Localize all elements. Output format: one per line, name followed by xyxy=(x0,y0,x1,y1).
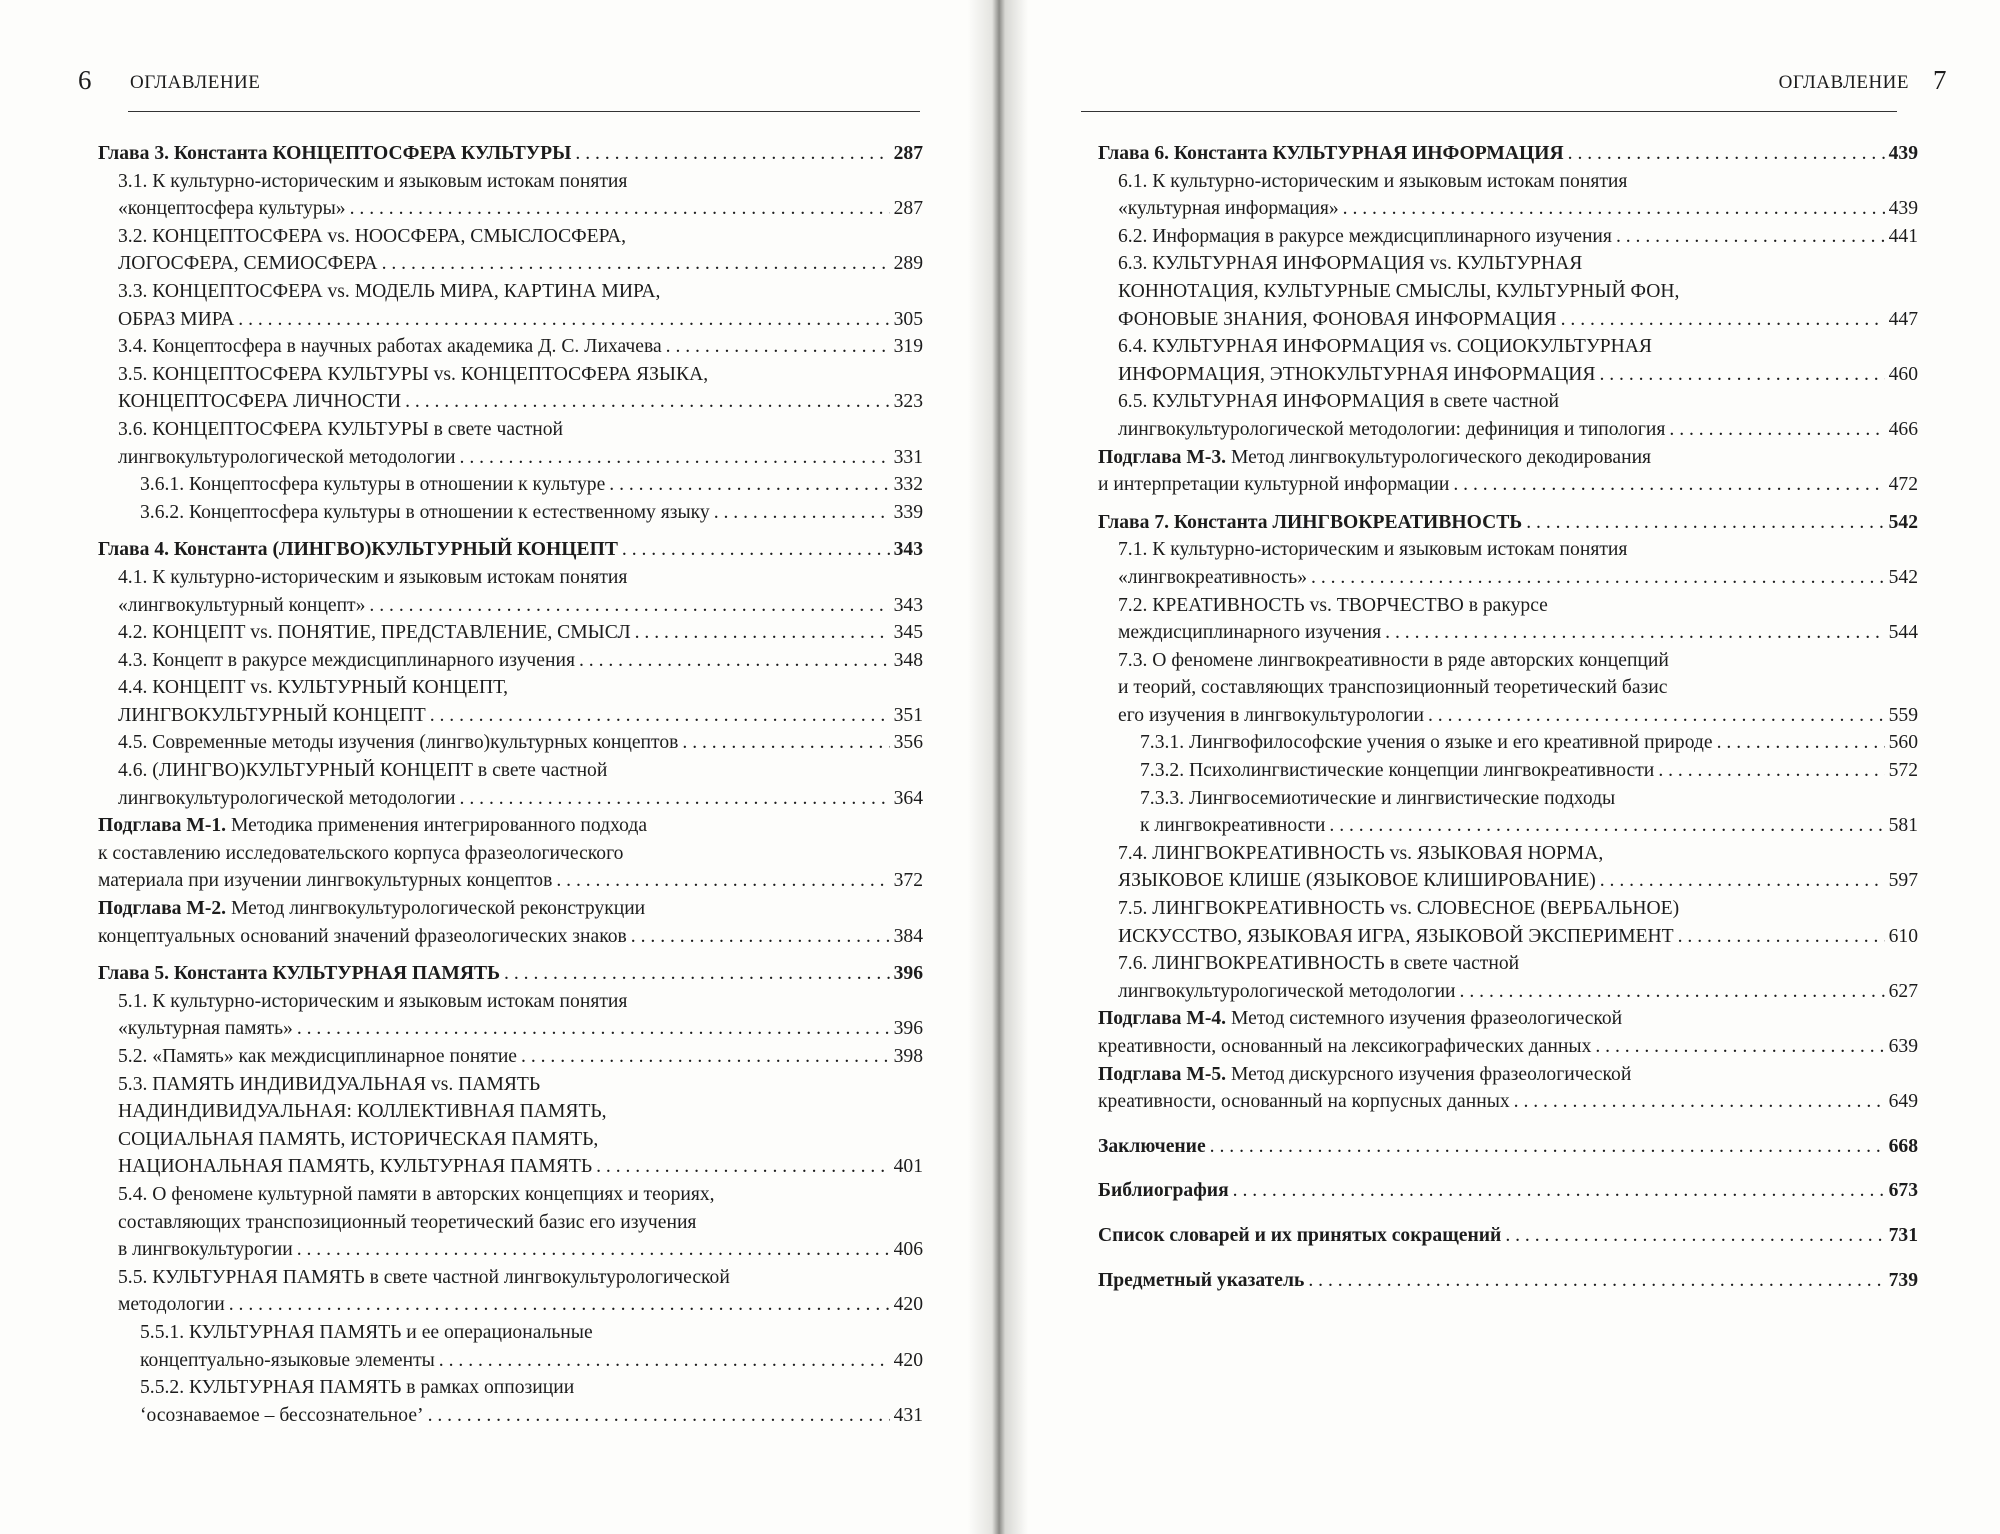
toc-entry-title: «лингвокреативность» xyxy=(1118,566,1308,588)
dot-leader xyxy=(1385,619,1884,647)
toc-entry xyxy=(1098,388,1918,416)
toc-page-number: 351 xyxy=(893,704,923,726)
toc-entry-title: 5.3. ПАМЯТЬ ИНДИВИДУАЛЬНАЯ vs. ПАМЯТЬ xyxy=(118,1073,541,1095)
toc-entry-title: 5.5. КУЛЬТУРНАЯ ПАМЯТЬ в свете частной лингвокультурологической xyxy=(118,1266,730,1288)
toc-entry xyxy=(1098,278,1918,306)
toc-page-number: 339 xyxy=(893,501,923,523)
toc-entry xyxy=(98,1402,923,1430)
dot-leader xyxy=(460,785,890,813)
toc-entry-title: Заключение xyxy=(1098,1135,1206,1157)
toc-entry xyxy=(98,1153,923,1181)
toc-entry xyxy=(1098,867,1918,895)
toc-chapter-entry xyxy=(1098,509,1918,537)
toc-entry xyxy=(1098,1061,1918,1089)
toc-entry-title: 7.1. К культурно-историческим и языковым истокам понятия xyxy=(1118,539,1628,561)
subchapter-label: Подглава М-2. xyxy=(98,898,227,920)
toc-entry xyxy=(1098,978,1918,1006)
dot-leader xyxy=(428,1402,890,1430)
toc-entry xyxy=(98,1098,923,1126)
toc-entry-title: 7.3.1. Лингвофилософские учения о языке и его креативной природе xyxy=(1140,732,1713,754)
toc-entry-title: лингвокультурологической методологии xyxy=(1118,980,1456,1002)
toc-entry xyxy=(98,1209,923,1237)
dot-leader xyxy=(229,1291,890,1319)
toc-entry xyxy=(1098,306,1918,334)
toc-entry xyxy=(1098,168,1918,196)
toc-entry xyxy=(1098,923,1918,951)
dot-leader xyxy=(1600,867,1885,895)
left-page xyxy=(0,0,970,1534)
toc-entry-title: Глава 4. Константа (ЛИНГВО)КУЛЬТУРНЫЙ КОНЦЕПТ xyxy=(98,539,618,561)
toc-page-number: 639 xyxy=(1888,1036,1918,1057)
toc-entry-title: Предметный указатель xyxy=(1098,1269,1305,1291)
dot-leader xyxy=(504,960,890,988)
toc-entry-title: Глава 3. Константа КОНЦЕПТОСФЕРА КУЛЬТУРЫ xyxy=(98,143,572,164)
toc-entry-title: 6.3. КУЛЬТУРНАЯ ИНФОРМАЦИЯ vs. КУЛЬТУРНАЯ xyxy=(1118,253,1583,275)
toc-entry xyxy=(98,647,923,675)
toc-entry xyxy=(98,840,923,868)
toc-page-number: 345 xyxy=(893,622,923,644)
toc-entry xyxy=(98,333,923,361)
toc-entry-title: междисциплинарного изучения xyxy=(1118,622,1382,644)
toc-entry-title: 5.4. О феномене культурной памяти в авторских концепциях и теориях, xyxy=(118,1183,715,1205)
dot-leader xyxy=(1453,471,1884,499)
dot-leader xyxy=(297,1236,890,1264)
right-page xyxy=(1025,0,2000,1534)
toc-page-number: 384 xyxy=(893,925,923,947)
toc-page-number: 460 xyxy=(1888,363,1918,385)
toc-entry-title: «культурная память» xyxy=(118,1018,293,1040)
toc-entry-title: концептуально-языковые элементы xyxy=(140,1349,435,1371)
toc-page-number: 323 xyxy=(893,391,923,413)
toc-page-number: 420 xyxy=(893,1349,923,1371)
toc-entry-title: 4.5. Современные методы изучения (лингво)культурных концептов xyxy=(118,732,679,754)
dot-leader xyxy=(1599,361,1884,389)
toc-entry xyxy=(1098,536,1918,564)
toc-entry-title: НАДИНДИВИДУАЛЬНАЯ: КОЛЛЕКТИВНАЯ ПАМЯТЬ, xyxy=(118,1101,607,1123)
toc-page-number: 289 xyxy=(893,253,923,275)
toc-page-number: 542 xyxy=(1888,566,1918,588)
toc-entry xyxy=(98,729,923,757)
toc-entry-title: 6.4. КУЛЬТУРНАЯ ИНФОРМАЦИЯ vs. СОЦИОКУЛЬТУРНАЯ xyxy=(1118,336,1653,358)
toc-entry-title: 6.2. Информация в ракурсе междисциплинарного изучения xyxy=(1118,225,1612,247)
dot-leader xyxy=(1460,978,1885,1006)
toc-entry xyxy=(98,785,923,813)
toc-entry xyxy=(1098,1033,1918,1061)
toc-entry xyxy=(1098,1088,1918,1116)
toc-page-number: 560 xyxy=(1888,732,1918,754)
toc-entry xyxy=(98,619,923,647)
toc-entry-title: ЯЗЫКОВОЕ КЛИШЕ (ЯЗЫКОВОЕ КЛИШИРОВАНИЕ) xyxy=(1118,870,1596,892)
toc-entry xyxy=(1098,592,1918,620)
toc-entry xyxy=(98,988,923,1016)
toc-entry-title: составляющих транспозиционный теоретический базис его изучения xyxy=(118,1211,697,1233)
dot-leader xyxy=(1505,1222,1884,1250)
toc-entry-title: 3.6. КОНЦЕПТОСФЕРА КУЛЬТУРЫ в свете частной xyxy=(118,418,564,440)
header-rule xyxy=(128,111,920,112)
toc-entry-title: материала при изучении лингвокультурных концептов xyxy=(98,870,553,892)
dot-leader xyxy=(1329,812,1884,840)
dot-leader xyxy=(1717,729,1885,757)
toc-entry-title: «концептосфера культуры» xyxy=(118,198,346,220)
header-rule xyxy=(1081,111,1897,112)
dot-leader xyxy=(631,923,890,951)
toc-entry-title: 6.1. К культурно-историческим и языковым истокам понятия xyxy=(1118,170,1628,192)
toc-page-number: 472 xyxy=(1888,474,1918,496)
toc-entry xyxy=(98,168,923,196)
toc-entry-title: 5.2. «Память» как междисциплинарное понятие xyxy=(118,1046,518,1067)
toc-entry xyxy=(98,592,923,620)
toc-entry-title: концептуальных оснований значений фразеологических знаков xyxy=(98,925,627,947)
subchapter-title: Метод системного изучения фразеологической xyxy=(1226,1008,1623,1030)
toc-page-number: 420 xyxy=(893,1294,923,1316)
toc-entry-title: СОЦИАЛЬНАЯ ПАМЯТЬ, ИСТОРИЧЕСКАЯ ПАМЯТЬ, xyxy=(118,1128,599,1150)
toc-page-number: 287 xyxy=(893,198,923,220)
toc-page-number: 372 xyxy=(893,870,923,892)
toc-chapter-entry xyxy=(98,960,923,988)
subchapter-title: Метод лингвокультурологического декодирования xyxy=(1226,446,1652,468)
toc-page-number: 401 xyxy=(893,1156,923,1178)
dot-leader xyxy=(369,592,889,620)
toc-entry-title: 3.2. КОНЦЕПТОСФЕРА vs. НООСФЕРА, СМЫСЛОСФЕРА, xyxy=(118,225,627,247)
toc-chapter-entry xyxy=(1098,1177,1918,1205)
toc-entry xyxy=(98,499,923,527)
toc-entry xyxy=(1098,416,1918,444)
toc-entry-title: 7.6. ЛИНГВОКРЕАТИВНОСТЬ в свете частной xyxy=(1118,953,1520,975)
dot-leader xyxy=(1311,564,1885,592)
toc-entry-title: лингвокультурологической методологии xyxy=(118,787,456,809)
toc-entry-title: 7.3.2. Психолингвистические концепции лингвокреативности xyxy=(1140,760,1655,782)
toc-entry xyxy=(98,388,923,416)
dot-leader xyxy=(382,250,890,278)
toc-entry-title: 5.1. К культурно-историческим и языковым истокам понятия xyxy=(118,990,628,1012)
toc-entry-title: 7.3.3. Лингвосемиотические и лингвистические подходы xyxy=(1140,787,1616,809)
toc-page-number: 406 xyxy=(893,1239,923,1261)
toc-entry-title: 3.3. КОНЦЕПТОСФЕРА vs. МОДЕЛЬ МИРА, КАРТИНА МИРА, xyxy=(118,280,661,302)
toc-entry xyxy=(1098,674,1918,702)
toc-entry xyxy=(98,306,923,334)
toc-entry xyxy=(1098,195,1918,223)
toc-entry-title: креативности, основанный на лексикографических данных xyxy=(1098,1036,1592,1057)
toc-chapter-entry xyxy=(1098,140,1918,168)
toc-entry xyxy=(98,1071,923,1099)
toc-page-number: 332 xyxy=(893,474,923,496)
toc-page-number: 581 xyxy=(1888,815,1918,837)
dot-leader xyxy=(1669,416,1884,444)
subchapter-label: Подглава М-4. xyxy=(1098,1008,1227,1030)
toc-page-number: 466 xyxy=(1888,418,1918,440)
dot-leader xyxy=(1526,509,1884,537)
toc-page-number: 319 xyxy=(893,336,923,358)
dot-leader xyxy=(439,1347,890,1375)
toc-entry-title xyxy=(1098,444,1651,472)
subchapter-title: Метод лингвокультурологической реконструкции xyxy=(226,898,646,920)
toc-entry xyxy=(1098,250,1918,278)
dot-leader xyxy=(635,619,890,647)
toc-list xyxy=(1098,140,1918,1294)
toc-entry xyxy=(1098,812,1918,840)
toc-entry xyxy=(98,1264,923,1292)
toc-page-number: 572 xyxy=(1888,760,1918,782)
toc-page-number: 396 xyxy=(893,1018,923,1040)
toc-entry-title: ‘осознаваемое – бессознательное’ xyxy=(140,1404,424,1426)
toc-entry xyxy=(98,1374,923,1402)
dot-leader xyxy=(1343,195,1885,223)
dot-leader xyxy=(575,140,889,168)
toc-page-number: 364 xyxy=(893,787,923,809)
toc-entry-title: Библиография xyxy=(1098,1180,1229,1202)
toc-entry-title: методологии xyxy=(118,1294,225,1316)
toc-entry-title: 3.4. Концептосфера в научных работах академика Д. С. Лихачева xyxy=(118,336,662,358)
toc-entry xyxy=(98,812,923,840)
toc-entry xyxy=(1098,757,1918,785)
toc-entry-title: и теорий, составляющих транспозиционный теоретический базис xyxy=(1118,677,1668,699)
running-head-title: ОГЛАВЛЕНИЕ xyxy=(1778,72,1909,93)
toc-entry xyxy=(1098,333,1918,361)
toc-entry xyxy=(1098,444,1918,472)
toc-entry-title: 7.2. КРЕАТИВНОСТЬ vs. ТВОРЧЕСТВО в ракурсе xyxy=(1118,594,1548,616)
toc-entry-title: ЛИНГВОКУЛЬТУРНЫЙ КОНЦЕПТ xyxy=(118,704,426,726)
toc-entry-title: Глава 6. Константа КУЛЬТУРНАЯ ИНФОРМАЦИЯ xyxy=(1098,143,1564,164)
running-head-title: ОГЛАВЛЕНИЕ xyxy=(130,72,261,93)
toc-entry xyxy=(98,416,923,444)
toc-entry xyxy=(1098,223,1918,251)
toc-entry-title: 5.5.2. КУЛЬТУРНАЯ ПАМЯТЬ в рамках оппозиции xyxy=(140,1377,575,1399)
dot-leader xyxy=(1568,140,1885,168)
toc-entry-title: 3.5. КОНЦЕПТОСФЕРА КУЛЬТУРЫ vs. КОНЦЕПТОСФЕРА ЯЗЫКА, xyxy=(118,363,709,385)
toc-entry-title: 7.5. ЛИНГВОКРЕАТИВНОСТЬ vs. СЛОВЕСНОЕ (ВЕРБАЛЬНОЕ) xyxy=(1118,898,1680,920)
toc-entry-title: 7.3. О феномене лингвокреативности в ряде авторских концепций xyxy=(1118,649,1669,671)
toc-entry xyxy=(98,564,923,592)
dot-leader xyxy=(460,444,890,472)
toc-entry-title: 4.6. (ЛИНГВО)КУЛЬТУРНЫЙ КОНЦЕПТ в свете частной xyxy=(118,760,608,782)
toc-entry-title: в лингвокультурогии xyxy=(118,1239,293,1261)
toc-entry-title: 4.3. Концепт в ракурсе междисциплинарного изучения xyxy=(118,649,575,671)
toc-entry-title: 6.5. КУЛЬТУРНАЯ ИНФОРМАЦИЯ в свете частной xyxy=(1118,391,1560,413)
toc-entry xyxy=(1098,619,1918,647)
toc-entry xyxy=(1098,564,1918,592)
toc-page-number: 739 xyxy=(1888,1269,1918,1291)
toc-entry xyxy=(1098,1005,1918,1033)
toc-entry-title: «культурная информация» xyxy=(1118,198,1339,220)
toc-entry xyxy=(1098,895,1918,923)
toc-entry xyxy=(98,1043,923,1071)
toc-entry xyxy=(98,757,923,785)
toc-page-number: 343 xyxy=(893,539,923,561)
toc-chapter-entry xyxy=(1098,1133,1918,1161)
dot-leader xyxy=(666,333,890,361)
toc-entry xyxy=(98,471,923,499)
subchapter-label: Подглава М-1. xyxy=(98,815,227,837)
toc-entry xyxy=(98,1319,923,1347)
dot-leader xyxy=(714,499,890,527)
toc-entry-title: 5.5.1. КУЛЬТУРНАЯ ПАМЯТЬ и ее операциональные xyxy=(140,1321,593,1343)
toc-entry xyxy=(98,1347,923,1375)
toc-entry-title: ЛОГОСФЕРА, СЕМИОСФЕРА xyxy=(118,253,378,275)
toc-entry-title: КОННОТАЦИЯ, КУЛЬТУРНЫЕ СМЫСЛЫ, КУЛЬТУРНЫЙ ФОН, xyxy=(1118,280,1680,302)
subchapter-label: Подглава М-5. xyxy=(1098,1063,1227,1085)
toc-page-number: 610 xyxy=(1888,925,1918,947)
toc-entry xyxy=(98,1236,923,1264)
toc-page-number: 356 xyxy=(893,732,923,754)
page-number: 7 xyxy=(1933,65,1947,95)
toc-page-number: 627 xyxy=(1888,980,1918,1002)
dot-leader xyxy=(556,867,889,895)
toc-entry-title: ОБРАЗ МИРА xyxy=(118,308,235,330)
toc-entry-title: 4.2. КОНЦЕПТ vs. ПОНЯТИЕ, ПРЕДСТАВЛЕНИЕ, СМЫСЛ xyxy=(118,622,631,644)
dot-leader xyxy=(297,1015,890,1043)
toc-entry xyxy=(98,195,923,223)
toc-entry xyxy=(1098,785,1918,813)
toc-entry-title: 3.6.2. Концептосфера культуры в отношении к естественному языку xyxy=(140,501,710,523)
toc-entry xyxy=(98,1015,923,1043)
toc-chapter-entry xyxy=(98,140,923,168)
dot-leader xyxy=(1233,1177,1885,1205)
toc-entry-title: лингвокультурологической методологии: дефиниция и типология xyxy=(1118,418,1666,440)
toc-entry xyxy=(1098,840,1918,868)
toc-entry-title: 4.1. К культурно-историческим и языковым истокам понятия xyxy=(118,566,628,588)
toc-entry-title: и интерпретации культурной информации xyxy=(1098,474,1450,496)
toc-entry xyxy=(98,444,923,472)
toc-entry xyxy=(98,702,923,730)
toc-entry xyxy=(98,278,923,306)
subchapter-title: Методика применения интегрированного подхода xyxy=(226,815,648,837)
toc-page-number: 673 xyxy=(1888,1180,1918,1202)
dot-leader xyxy=(1658,757,1884,785)
toc-entry-title: «лингвокультурный концепт» xyxy=(118,594,366,616)
toc-entry-title: к составлению исследовательского корпуса фразеологического xyxy=(98,842,624,864)
toc-entry xyxy=(1098,729,1918,757)
toc-page-number: 348 xyxy=(893,649,923,671)
dot-leader xyxy=(1308,1267,1884,1295)
toc-entry-title: к лингвокреативности xyxy=(1140,815,1326,837)
dot-leader xyxy=(1616,223,1885,251)
toc-entry xyxy=(1098,702,1918,730)
subchapter-title: Метод дискурсного изучения фразеологической xyxy=(1226,1063,1632,1085)
toc-page-number: 597 xyxy=(1888,870,1918,892)
toc-entry-title: ИНФОРМАЦИЯ, ЭТНОКУЛЬТУРНАЯ ИНФОРМАЦИЯ xyxy=(1118,363,1596,385)
toc-entry xyxy=(98,250,923,278)
dot-leader xyxy=(1678,923,1885,951)
toc-chapter-entry xyxy=(1098,1222,1918,1250)
toc-entry-title: НАЦИОНАЛЬНАЯ ПАМЯТЬ, КУЛЬТУРНАЯ ПАМЯТЬ xyxy=(118,1156,593,1178)
dot-leader xyxy=(622,536,890,564)
dot-leader xyxy=(1514,1088,1885,1116)
toc-entry xyxy=(98,867,923,895)
toc-chapter-entry xyxy=(1098,1267,1918,1295)
dot-leader xyxy=(238,306,889,334)
toc-entry-title: Глава 5. Константа КУЛЬТУРНАЯ ПАМЯТЬ xyxy=(98,963,501,985)
toc-entry xyxy=(98,1181,923,1209)
toc-entry xyxy=(98,1291,923,1319)
toc-entry xyxy=(98,1126,923,1154)
toc-entry xyxy=(1098,950,1918,978)
toc-entry-title: КОНЦЕПТОСФЕРА ЛИЧНОСТИ xyxy=(118,391,402,413)
toc-page-number: 331 xyxy=(893,446,923,468)
toc-entry xyxy=(98,674,923,702)
toc-page-number: 431 xyxy=(893,1404,923,1426)
toc-page-number: 447 xyxy=(1888,308,1918,330)
dot-leader xyxy=(521,1043,890,1071)
subchapter-label: Подглава М-3. xyxy=(1098,446,1227,468)
toc-page-number: 731 xyxy=(1888,1224,1918,1246)
dot-leader xyxy=(1428,702,1885,730)
dot-leader xyxy=(405,388,890,416)
toc-list xyxy=(98,140,923,1429)
toc-entry-title xyxy=(1098,1005,1622,1033)
toc-entry xyxy=(1098,471,1918,499)
dot-leader xyxy=(609,471,889,499)
toc-entry-title: лингвокультурологической методологии xyxy=(118,446,456,468)
toc-page-number: 439 xyxy=(1888,143,1918,164)
book-gutter xyxy=(968,0,1028,1534)
toc-entry-title: ФОНОВЫЕ ЗНАНИЯ, ФОНОВАЯ ИНФОРМАЦИЯ xyxy=(1118,308,1557,330)
toc-entry xyxy=(1098,647,1918,675)
toc-page-number: 542 xyxy=(1888,511,1918,533)
toc-entry-title xyxy=(1098,1061,1631,1089)
toc-entry-title xyxy=(98,895,645,923)
dot-leader xyxy=(1210,1133,1885,1161)
dot-leader xyxy=(682,729,889,757)
toc-entry-title: 7.4. ЛИНГВОКРЕАТИВНОСТЬ vs. ЯЗЫКОВАЯ НОРМА, xyxy=(1118,842,1604,864)
toc-page-number: 398 xyxy=(893,1046,923,1067)
toc-chapter-entry xyxy=(98,536,923,564)
toc-page-number: 396 xyxy=(893,963,923,985)
dot-leader xyxy=(579,647,890,675)
toc-entry-title: его изучения в лингвокультурологии xyxy=(1118,704,1424,726)
dot-leader xyxy=(596,1153,890,1181)
toc-entry-title: Список словарей и их принятых сокращений xyxy=(1098,1224,1502,1246)
toc-page-number: 439 xyxy=(1888,198,1918,220)
toc-page-number: 559 xyxy=(1888,704,1918,726)
toc-entry-title: 3.6.1. Концептосфера культуры в отношении к культуре xyxy=(140,474,606,496)
toc-entry-title: Глава 7. Константа ЛИНГВОКРЕАТИВНОСТЬ xyxy=(1098,511,1523,533)
dot-leader xyxy=(1595,1033,1884,1061)
dot-leader xyxy=(350,195,890,223)
toc-entry-title: ИСКУССТВО, ЯЗЫКОВАЯ ИГРА, ЯЗЫКОВОЙ ЭКСПЕРИМЕНТ xyxy=(1118,925,1674,947)
toc-page-number: 544 xyxy=(1888,622,1918,644)
toc-entry xyxy=(98,223,923,251)
toc-entry xyxy=(98,923,923,951)
page-number: 6 xyxy=(78,65,92,95)
toc-page-number: 668 xyxy=(1888,1135,1918,1157)
toc-entry-title: 3.1. К культурно-историческим и языковым истокам понятия xyxy=(118,170,628,192)
toc-page-number: 649 xyxy=(1888,1091,1918,1113)
toc-page-number: 287 xyxy=(893,143,923,164)
toc-entry-title xyxy=(98,812,647,840)
dot-leader xyxy=(430,702,890,730)
toc-page-number: 441 xyxy=(1888,225,1918,247)
toc-entry xyxy=(98,895,923,923)
toc-entry xyxy=(98,361,923,389)
dot-leader xyxy=(1561,306,1885,334)
toc-entry-title: 4.4. КОНЦЕПТ vs. КУЛЬТУРНЫЙ КОНЦЕПТ, xyxy=(118,677,509,699)
toc-page-number: 305 xyxy=(893,308,923,330)
toc-entry xyxy=(1098,361,1918,389)
toc-entry-title: креативности, основанный на корпусных данных xyxy=(1098,1091,1510,1113)
toc-page-number: 343 xyxy=(893,594,923,616)
